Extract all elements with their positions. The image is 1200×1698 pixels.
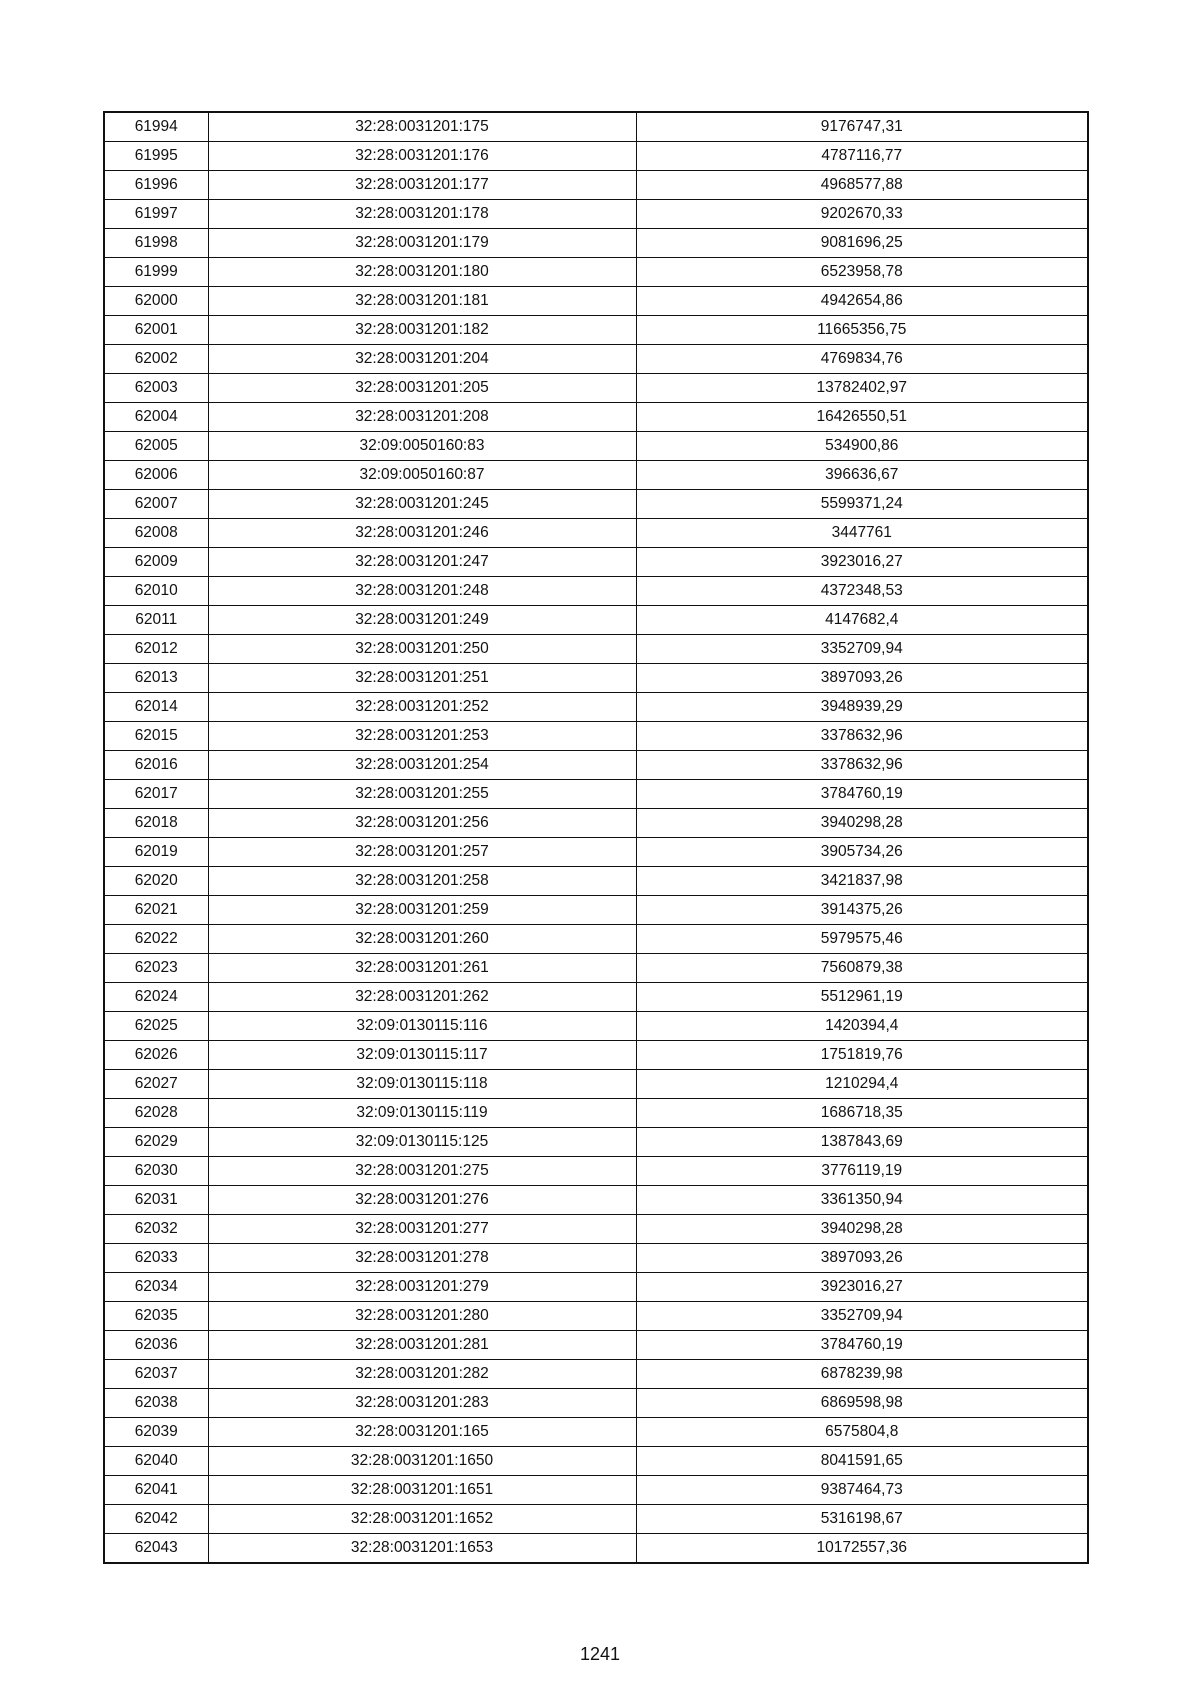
value-cell: 6878239,98 bbox=[636, 1360, 1088, 1389]
cadastral-number-cell: 32:28:0031201:280 bbox=[208, 1302, 636, 1331]
table-row bbox=[104, 722, 1088, 751]
table-row bbox=[104, 229, 1088, 258]
value-cell: 1686718,35 bbox=[636, 1099, 1088, 1128]
value-cell: 3897093,26 bbox=[636, 664, 1088, 693]
table-row bbox=[104, 954, 1088, 983]
row-number-cell: 62041 bbox=[104, 1476, 208, 1505]
cadastral-number-cell: 32:09:0130115:116 bbox=[208, 1012, 636, 1041]
row-number-cell: 62043 bbox=[104, 1534, 208, 1564]
table-row bbox=[104, 983, 1088, 1012]
cadastral-number-cell: 32:28:0031201:179 bbox=[208, 229, 636, 258]
value-cell: 9081696,25 bbox=[636, 229, 1088, 258]
table-row bbox=[104, 1447, 1088, 1476]
value-cell: 1420394,4 bbox=[636, 1012, 1088, 1041]
value-cell: 9387464,73 bbox=[636, 1476, 1088, 1505]
cadastral-number-cell: 32:28:0031201:165 bbox=[208, 1418, 636, 1447]
table-row bbox=[104, 1534, 1088, 1564]
cadastral-number-cell: 32:28:0031201:256 bbox=[208, 809, 636, 838]
row-number-cell: 62042 bbox=[104, 1505, 208, 1534]
value-cell: 3923016,27 bbox=[636, 1273, 1088, 1302]
value-cell: 7560879,38 bbox=[636, 954, 1088, 983]
table-row bbox=[104, 1331, 1088, 1360]
table-row bbox=[104, 1041, 1088, 1070]
table-row bbox=[104, 258, 1088, 287]
cadastral-number-cell: 32:28:0031201:247 bbox=[208, 548, 636, 577]
cadastral-number-cell: 32:28:0031201:1652 bbox=[208, 1505, 636, 1534]
cadastral-number-cell: 32:28:0031201:257 bbox=[208, 838, 636, 867]
value-cell: 9202670,33 bbox=[636, 200, 1088, 229]
cadastral-number-cell: 32:28:0031201:205 bbox=[208, 374, 636, 403]
row-number-cell: 62007 bbox=[104, 490, 208, 519]
cadastral-number-cell: 32:28:0031201:249 bbox=[208, 606, 636, 635]
row-number-cell: 62006 bbox=[104, 461, 208, 490]
value-cell: 3948939,29 bbox=[636, 693, 1088, 722]
table-row bbox=[104, 1186, 1088, 1215]
cadastral-number-cell: 32:28:0031201:277 bbox=[208, 1215, 636, 1244]
row-number-cell: 62031 bbox=[104, 1186, 208, 1215]
table-row bbox=[104, 1070, 1088, 1099]
table-row bbox=[104, 142, 1088, 171]
value-cell: 16426550,51 bbox=[636, 403, 1088, 432]
row-number-cell: 62003 bbox=[104, 374, 208, 403]
cadastral-number-cell: 32:28:0031201:282 bbox=[208, 1360, 636, 1389]
cadastral-number-cell: 32:28:0031201:276 bbox=[208, 1186, 636, 1215]
row-number-cell: 61995 bbox=[104, 142, 208, 171]
cadastral-number-cell: 32:28:0031201:176 bbox=[208, 142, 636, 171]
value-cell: 4968577,88 bbox=[636, 171, 1088, 200]
cadastral-number-cell: 32:28:0031201:255 bbox=[208, 780, 636, 809]
table-row bbox=[104, 925, 1088, 954]
value-cell: 6523958,78 bbox=[636, 258, 1088, 287]
row-number-cell: 62038 bbox=[104, 1389, 208, 1418]
value-cell: 13782402,97 bbox=[636, 374, 1088, 403]
table-row bbox=[104, 316, 1088, 345]
cadastral-number-cell: 32:28:0031201:281 bbox=[208, 1331, 636, 1360]
table-row bbox=[104, 490, 1088, 519]
row-number-cell: 62015 bbox=[104, 722, 208, 751]
cadastral-number-cell: 32:28:0031201:260 bbox=[208, 925, 636, 954]
row-number-cell: 62004 bbox=[104, 403, 208, 432]
value-cell: 4769834,76 bbox=[636, 345, 1088, 374]
table-row bbox=[104, 1099, 1088, 1128]
table-row bbox=[104, 374, 1088, 403]
row-number-cell: 62023 bbox=[104, 954, 208, 983]
page-number: 1241 bbox=[579, 1644, 621, 1664]
cadastral-number-cell: 32:09:0130115:125 bbox=[208, 1128, 636, 1157]
row-number-cell: 62035 bbox=[104, 1302, 208, 1331]
row-number-cell: 62011 bbox=[104, 606, 208, 635]
value-cell: 3421837,98 bbox=[636, 867, 1088, 896]
row-number-cell: 62001 bbox=[104, 316, 208, 345]
table-row bbox=[104, 606, 1088, 635]
table-row bbox=[104, 1128, 1088, 1157]
value-cell: 396636,67 bbox=[636, 461, 1088, 490]
table-row bbox=[104, 1476, 1088, 1505]
row-number-cell: 61994 bbox=[104, 112, 208, 142]
table-row bbox=[104, 1273, 1088, 1302]
value-cell: 3940298,28 bbox=[636, 809, 1088, 838]
cadastral-number-cell: 32:28:0031201:258 bbox=[208, 867, 636, 896]
cadastral-number-cell: 32:09:0130115:118 bbox=[208, 1070, 636, 1099]
row-number-cell: 62033 bbox=[104, 1244, 208, 1273]
table-body bbox=[104, 112, 1088, 1563]
value-cell: 5316198,67 bbox=[636, 1505, 1088, 1534]
cadastral-number-cell: 32:28:0031201:254 bbox=[208, 751, 636, 780]
cadastral-number-cell: 32:28:0031201:175 bbox=[208, 112, 636, 142]
table-row bbox=[104, 1302, 1088, 1331]
row-number-cell: 62009 bbox=[104, 548, 208, 577]
table-row bbox=[104, 345, 1088, 374]
row-number-cell: 62024 bbox=[104, 983, 208, 1012]
table-row bbox=[104, 1215, 1088, 1244]
value-cell: 9176747,31 bbox=[636, 112, 1088, 142]
value-cell: 3905734,26 bbox=[636, 838, 1088, 867]
row-number-cell: 62012 bbox=[104, 635, 208, 664]
cadastral-number-cell: 32:28:0031201:248 bbox=[208, 577, 636, 606]
cadastral-value-table bbox=[103, 111, 1089, 1564]
cadastral-number-cell: 32:28:0031201:1650 bbox=[208, 1447, 636, 1476]
cadastral-number-cell: 32:28:0031201:178 bbox=[208, 200, 636, 229]
row-number-cell: 61996 bbox=[104, 171, 208, 200]
row-number-cell: 61998 bbox=[104, 229, 208, 258]
table-row bbox=[104, 432, 1088, 461]
table-row bbox=[104, 287, 1088, 316]
row-number-cell: 62017 bbox=[104, 780, 208, 809]
row-number-cell: 62019 bbox=[104, 838, 208, 867]
value-cell: 1210294,4 bbox=[636, 1070, 1088, 1099]
row-number-cell: 62020 bbox=[104, 867, 208, 896]
table-row bbox=[104, 1360, 1088, 1389]
cadastral-number-cell: 32:28:0031201:279 bbox=[208, 1273, 636, 1302]
table-row bbox=[104, 200, 1088, 229]
row-number-cell: 62002 bbox=[104, 345, 208, 374]
cadastral-number-cell: 32:28:0031201:251 bbox=[208, 664, 636, 693]
table-row bbox=[104, 548, 1088, 577]
table-row bbox=[104, 171, 1088, 200]
value-cell: 3914375,26 bbox=[636, 896, 1088, 925]
table-row bbox=[104, 1389, 1088, 1418]
cadastral-number-cell: 32:28:0031201:261 bbox=[208, 954, 636, 983]
value-cell: 534900,86 bbox=[636, 432, 1088, 461]
table-row bbox=[104, 751, 1088, 780]
row-number-cell: 62026 bbox=[104, 1041, 208, 1070]
value-cell: 5599371,24 bbox=[636, 490, 1088, 519]
row-number-cell: 62005 bbox=[104, 432, 208, 461]
cadastral-number-cell: 32:28:0031201:250 bbox=[208, 635, 636, 664]
cadastral-number-cell: 32:28:0031201:278 bbox=[208, 1244, 636, 1273]
table-row bbox=[104, 693, 1088, 722]
row-number-cell: 62022 bbox=[104, 925, 208, 954]
table-row bbox=[104, 1505, 1088, 1534]
cadastral-number-cell: 32:28:0031201:208 bbox=[208, 403, 636, 432]
table-row bbox=[104, 664, 1088, 693]
table-row bbox=[104, 809, 1088, 838]
row-number-cell: 62018 bbox=[104, 809, 208, 838]
row-number-cell: 62034 bbox=[104, 1273, 208, 1302]
row-number-cell: 62016 bbox=[104, 751, 208, 780]
value-cell: 3923016,27 bbox=[636, 548, 1088, 577]
value-cell: 3447761 bbox=[636, 519, 1088, 548]
value-cell: 3784760,19 bbox=[636, 780, 1088, 809]
row-number-cell: 62010 bbox=[104, 577, 208, 606]
row-number-cell: 62040 bbox=[104, 1447, 208, 1476]
value-cell: 11665356,75 bbox=[636, 316, 1088, 345]
table-row bbox=[104, 1012, 1088, 1041]
row-number-cell: 62036 bbox=[104, 1331, 208, 1360]
cadastral-number-cell: 32:28:0031201:253 bbox=[208, 722, 636, 751]
value-cell: 4942654,86 bbox=[636, 287, 1088, 316]
table-row bbox=[104, 1418, 1088, 1447]
value-cell: 3776119,19 bbox=[636, 1157, 1088, 1186]
value-cell: 10172557,36 bbox=[636, 1534, 1088, 1564]
row-number-cell: 61997 bbox=[104, 200, 208, 229]
value-cell: 6575804,8 bbox=[636, 1418, 1088, 1447]
value-cell: 3940298,28 bbox=[636, 1215, 1088, 1244]
value-cell: 4787116,77 bbox=[636, 142, 1088, 171]
value-cell: 3378632,96 bbox=[636, 722, 1088, 751]
table-row bbox=[104, 838, 1088, 867]
table-row bbox=[104, 112, 1088, 142]
row-number-cell: 62030 bbox=[104, 1157, 208, 1186]
cadastral-number-cell: 32:09:0130115:117 bbox=[208, 1041, 636, 1070]
cadastral-number-cell: 32:28:0031201:262 bbox=[208, 983, 636, 1012]
row-number-cell: 62028 bbox=[104, 1099, 208, 1128]
value-cell: 5979575,46 bbox=[636, 925, 1088, 954]
table-row bbox=[104, 403, 1088, 432]
table-row bbox=[104, 780, 1088, 809]
cadastral-number-cell: 32:09:0130115:119 bbox=[208, 1099, 636, 1128]
cadastral-number-cell: 32:28:0031201:204 bbox=[208, 345, 636, 374]
cadastral-number-cell: 32:28:0031201:275 bbox=[208, 1157, 636, 1186]
row-number-cell: 62014 bbox=[104, 693, 208, 722]
table-row bbox=[104, 867, 1088, 896]
cadastral-number-cell: 32:28:0031201:259 bbox=[208, 896, 636, 925]
table-row bbox=[104, 577, 1088, 606]
cadastral-number-cell: 32:28:0031201:182 bbox=[208, 316, 636, 345]
row-number-cell: 62029 bbox=[104, 1128, 208, 1157]
value-cell: 3897093,26 bbox=[636, 1244, 1088, 1273]
row-number-cell: 62032 bbox=[104, 1215, 208, 1244]
value-cell: 1387843,69 bbox=[636, 1128, 1088, 1157]
value-cell: 4147682,4 bbox=[636, 606, 1088, 635]
value-cell: 3352709,94 bbox=[636, 1302, 1088, 1331]
value-cell: 3352709,94 bbox=[636, 635, 1088, 664]
cadastral-number-cell: 32:28:0031201:283 bbox=[208, 1389, 636, 1418]
row-number-cell: 62000 bbox=[104, 287, 208, 316]
row-number-cell: 62021 bbox=[104, 896, 208, 925]
cadastral-number-cell: 32:28:0031201:1651 bbox=[208, 1476, 636, 1505]
row-number-cell: 61999 bbox=[104, 258, 208, 287]
table-row bbox=[104, 1157, 1088, 1186]
value-cell: 4372348,53 bbox=[636, 577, 1088, 606]
table-row bbox=[104, 896, 1088, 925]
table-row bbox=[104, 635, 1088, 664]
value-cell: 1751819,76 bbox=[636, 1041, 1088, 1070]
table-row bbox=[104, 1244, 1088, 1273]
value-cell: 8041591,65 bbox=[636, 1447, 1088, 1476]
value-cell: 3784760,19 bbox=[636, 1331, 1088, 1360]
row-number-cell: 62025 bbox=[104, 1012, 208, 1041]
cadastral-number-cell: 32:28:0031201:181 bbox=[208, 287, 636, 316]
value-cell: 5512961,19 bbox=[636, 983, 1088, 1012]
cadastral-number-cell: 32:09:0050160:87 bbox=[208, 461, 636, 490]
cadastral-number-cell: 32:28:0031201:177 bbox=[208, 171, 636, 200]
cadastral-number-cell: 32:28:0031201:252 bbox=[208, 693, 636, 722]
row-number-cell: 62008 bbox=[104, 519, 208, 548]
cadastral-number-cell: 32:28:0031201:1653 bbox=[208, 1534, 636, 1564]
cadastral-number-cell: 32:09:0050160:83 bbox=[208, 432, 636, 461]
row-number-cell: 62039 bbox=[104, 1418, 208, 1447]
value-cell: 3361350,94 bbox=[636, 1186, 1088, 1215]
cadastral-number-cell: 32:28:0031201:245 bbox=[208, 490, 636, 519]
table-row bbox=[104, 519, 1088, 548]
row-number-cell: 62013 bbox=[104, 664, 208, 693]
row-number-cell: 62037 bbox=[104, 1360, 208, 1389]
value-cell: 6869598,98 bbox=[636, 1389, 1088, 1418]
cadastral-number-cell: 32:28:0031201:180 bbox=[208, 258, 636, 287]
value-cell: 3378632,96 bbox=[636, 751, 1088, 780]
table-row bbox=[104, 461, 1088, 490]
cadastral-number-cell: 32:28:0031201:246 bbox=[208, 519, 636, 548]
row-number-cell: 62027 bbox=[104, 1070, 208, 1099]
